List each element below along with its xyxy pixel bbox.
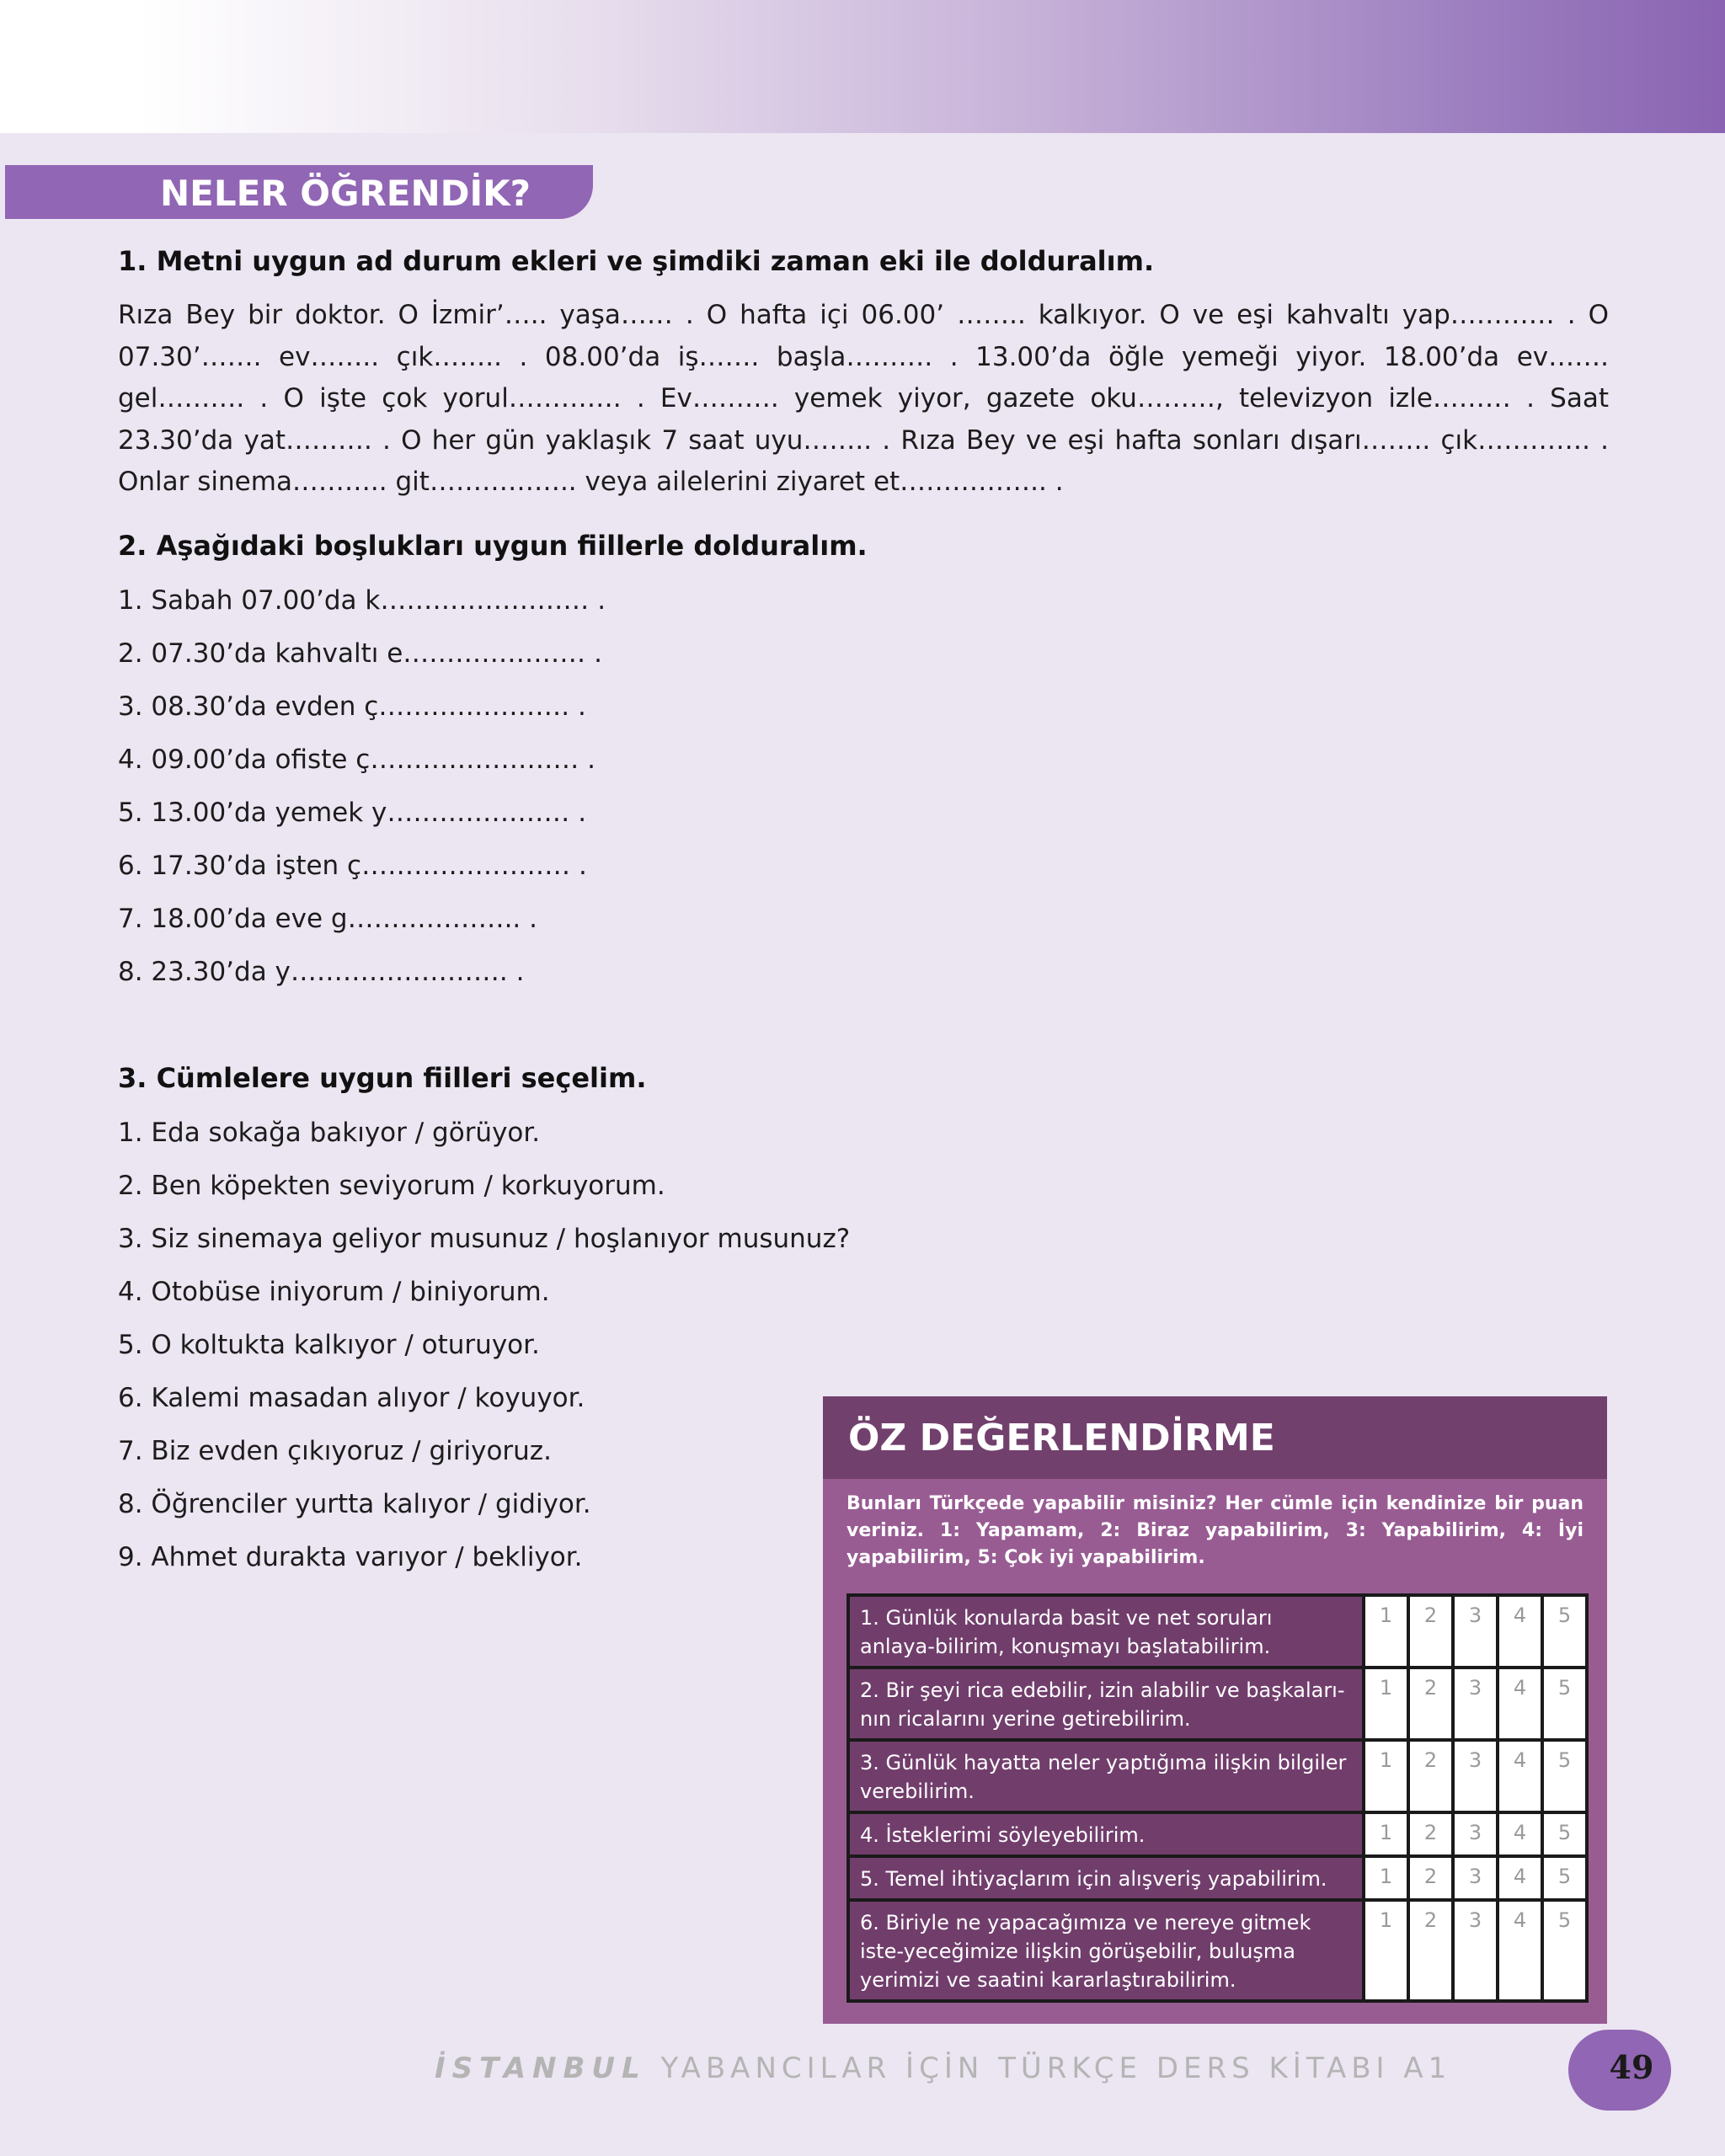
statement-cell: 2. Bir şeyi rica edebilir, izin alabilir ve başkaları-nın ricalarını yerine getirebilirim.	[848, 1668, 1364, 1740]
section-title: NELER ÖĞRENDİK?	[160, 173, 531, 214]
score-cell-1[interactable]: 1	[1364, 1900, 1408, 2001]
table-row	[848, 1900, 1587, 2001]
list-item: 4. 09.00’da ofiste ç…………………… .	[118, 744, 596, 775]
statement-cell: 4. İsteklerimi söyleyebilirim.	[848, 1812, 1364, 1856]
list-item: 6. 17.30’da işten ç…………………… .	[118, 851, 587, 881]
score-cell-2[interactable]: 2	[1408, 1740, 1453, 1812]
list-item: 7. Biz evden çıkıyoruz / giriyoruz.	[118, 1436, 552, 1466]
score-cell-3[interactable]: 3	[1453, 1900, 1498, 2001]
exercise-3-heading: 3. Cümlelere uygun fiilleri seçelim.	[118, 1062, 647, 1094]
footer-book-title	[435, 2052, 1451, 2085]
score-cell-4[interactable]: 4	[1498, 1668, 1542, 1740]
score-cell-3[interactable]: 3	[1453, 1668, 1498, 1740]
statement-cell: 6. Biriyle ne yapacağımıza ve nereye gitmek iste-yeceğimize ilişkin görüşebilir, buluşma yerimizi ve saatini kararlaştırabilirim.	[848, 1900, 1364, 2001]
statement-cell: 1. Günlük konularda basit ve net soruları anlaya-bilirim, konuşmayı başlatabilirim.	[848, 1595, 1364, 1668]
score-cell-2[interactable]: 2	[1408, 1595, 1453, 1668]
page-number: 49	[1609, 2048, 1654, 2086]
list-item: 7. 18.00’da eve g……………….. .	[118, 904, 537, 934]
score-cell-4[interactable]: 4	[1498, 1812, 1542, 1856]
list-item: 3. 08.30’da evden ç…………………. .	[118, 691, 586, 722]
list-item: 1. Eda sokağa bakıyor / görüyor.	[118, 1118, 541, 1148]
exercise-1-text: Rıza Bey bir doktor. O İzmir’….. yaşa…… . O hafta içi 06.00’ …….. kalkıyor. O ve eşi kahvaltı yap………… . O 07.30’……. ev…….. çık…….. . 08.00’da iş……. başla………. . 13.00’da öğle yemeği yiyor. 18.00’da ev……. gel………. . O işte çok yorul…………. . Ev………. yemek yiyor, gazete oku………, televizyon izle……… . Saat 23.30’da yat………. . O her gün yaklaşık 7 saat uyu…….. . Rıza Bey ve eşi hafta sonları dışarı…….. çık…………. . Onlar sinema……….. git…………….. veya ailelerini ziyaret et…………….. .	[118, 300, 1609, 497]
score-cell-4[interactable]: 4	[1498, 1740, 1542, 1812]
score-cell-5[interactable]: 5	[1542, 1595, 1587, 1668]
score-cell-2[interactable]: 2	[1408, 1668, 1453, 1740]
exercise-3	[118, 1058, 850, 1584]
list-item: 6. Kalemi masadan alıyor / koyuyor.	[118, 1383, 585, 1413]
table-row	[848, 1740, 1587, 1812]
table-row	[848, 1856, 1587, 1900]
list-item: 8. 23.30’da y……………………. .	[118, 957, 525, 987]
footer-subtitle: YABANCILAR İÇİN TÜRKÇE DERS KİTABI A1	[660, 2052, 1452, 2085]
statement-cell: 5. Temel ihtiyaçlarım için alışveriş yapabilirim.	[848, 1856, 1364, 1900]
exercise-2-list	[118, 574, 868, 999]
table-row	[848, 1595, 1587, 1668]
score-cell-1[interactable]: 1	[1364, 1856, 1408, 1900]
exercise-2	[118, 526, 868, 999]
score-cell-3[interactable]: 3	[1453, 1595, 1498, 1668]
score-cell-1[interactable]: 1	[1364, 1740, 1408, 1812]
top-gradient-band	[0, 0, 1725, 133]
list-item: 3. Siz sinemaya geliyor musunuz / hoşlanıyor musunuz?	[118, 1224, 851, 1254]
exercise-2-heading: 2. Aşağıdaki boşlukları uygun fiillerle dolduralım.	[118, 530, 868, 562]
score-cell-1[interactable]: 1	[1364, 1668, 1408, 1740]
list-item: 1. Sabah 07.00’da k…………………… .	[118, 585, 606, 616]
self-assessment-intro: Bunları Türkçede yapabilir misiniz? Her cümle için kendinize bir puan veriniz. 1: Yapamam, 2: Biraz yapabilirim, 3: Yapabilirim, 4: İyi yapabilirim, 5: Çok iyi yapabilirim.	[846, 1493, 1583, 1568]
list-item: 8. Öğrenciler yurtta kalıyor / gidiyor.	[118, 1489, 591, 1519]
score-cell-1[interactable]: 1	[1364, 1812, 1408, 1856]
footer-brand: İSTANBUL	[435, 2052, 647, 2085]
list-item: 2. 07.30’da kahvaltı e………………… .	[118, 638, 602, 669]
score-cell-4[interactable]: 4	[1498, 1856, 1542, 1900]
self-assessment-title: ÖZ DEĞERLENDİRME	[848, 1416, 1275, 1460]
self-assessment-header	[823, 1396, 1607, 1479]
score-cell-3[interactable]: 3	[1453, 1740, 1498, 1812]
exercise-3-list	[118, 1107, 850, 1584]
score-cell-5[interactable]: 5	[1542, 1856, 1587, 1900]
score-cell-2[interactable]: 2	[1408, 1812, 1453, 1856]
self-assessment-box	[823, 1396, 1607, 2024]
table-row	[848, 1668, 1587, 1740]
score-cell-2[interactable]: 2	[1408, 1856, 1453, 1900]
score-cell-3[interactable]: 3	[1453, 1812, 1498, 1856]
score-cell-5[interactable]: 5	[1542, 1740, 1587, 1812]
list-item: 5. 13.00’da yemek y………………… .	[118, 798, 587, 828]
exercise-1	[118, 241, 1609, 504]
score-cell-1[interactable]: 1	[1364, 1595, 1408, 1668]
list-item: 2. Ben köpekten seviyorum / korkuyorum.	[118, 1171, 665, 1201]
list-item: 9. Ahmet durakta varıyor / bekliyor.	[118, 1542, 583, 1572]
score-cell-3[interactable]: 3	[1453, 1856, 1498, 1900]
list-item: 5. O koltukta kalkıyor / oturuyor.	[118, 1330, 540, 1360]
score-cell-2[interactable]: 2	[1408, 1900, 1453, 2001]
score-cell-4[interactable]: 4	[1498, 1595, 1542, 1668]
statement-cell: 3. Günlük hayatta neler yaptığıma ilişkin bilgiler verebilirim.	[848, 1740, 1364, 1812]
score-cell-5[interactable]: 5	[1542, 1812, 1587, 1856]
self-assessment-table	[846, 1593, 1589, 2003]
list-item: 4. Otobüse iniyorum / biniyorum.	[118, 1277, 550, 1307]
score-cell-4[interactable]: 4	[1498, 1900, 1542, 2001]
table-row	[848, 1812, 1587, 1856]
score-cell-5[interactable]: 5	[1542, 1668, 1587, 1740]
exercise-1-heading: 1. Metni uygun ad durum ekleri ve şimdiki zaman eki ile dolduralım.	[118, 245, 1155, 277]
score-cell-5[interactable]: 5	[1542, 1900, 1587, 2001]
